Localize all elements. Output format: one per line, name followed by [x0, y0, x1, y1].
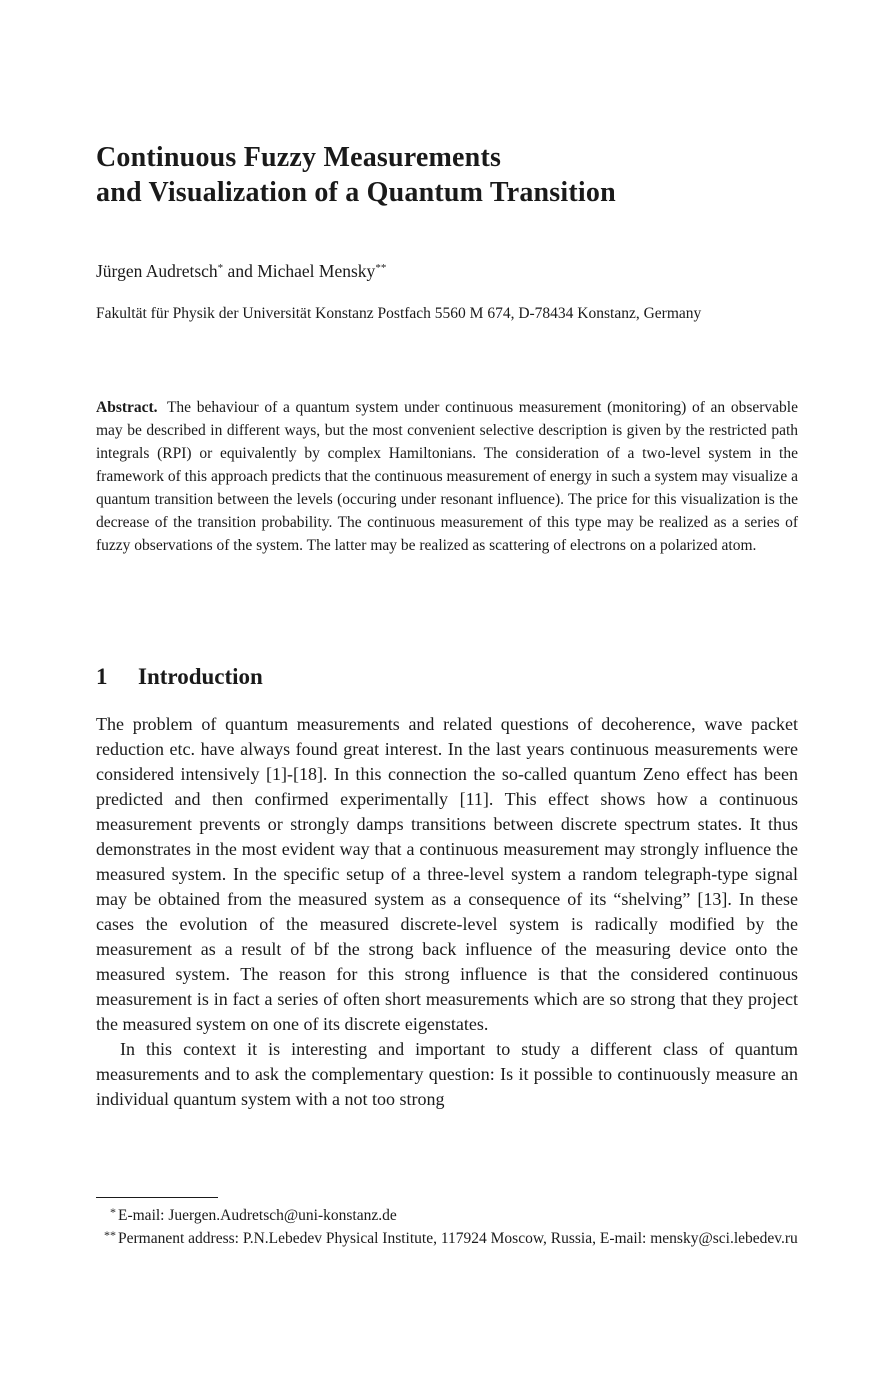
- footnote-rule: [96, 1197, 218, 1198]
- body-paragraph-1: The problem of quantum measurements and related questions of decoherence, wave packet reduction etc. have always found great interest. In the last years continuous measurements were considered intensively [1]-[18]. In this connection the so-called quantum Zeno effect has been predicted and then confirmed experimentally [11]. This effect shows how a continuous measurement prevents or strongly damps transitions between discrete spectrum states. It thus demonstrates in the most evident way that a continuous measurement may strongly influence the measured system. In the specific setup of a three-level system a random telegraph-type signal may be obtained from the measured system as a consequence of its “shelving” [13]. In these cases the evolution of the measured discrete-level system is radically modified by the measurement as a result of bf the strong back influence of the measuring device onto the measured system. The reason for this strong influence is that the considered continuous measurement is in fact a series of often short measurements which are so strong that they project the measured system on one of its discrete eigenstates.: [96, 714, 798, 1034]
- footnote-1-text: E-mail: Juergen.Audretsch@uni-konstanz.de: [118, 1207, 397, 1224]
- author-list: [96, 256, 798, 283]
- author-audretsch: Jürgen Audretsch: [96, 261, 218, 281]
- footnote-2-mark: **: [104, 1228, 116, 1242]
- title-line-2: and Visualization of a Quantum Transition: [96, 177, 616, 208]
- footnotes: [96, 1204, 798, 1250]
- author-connector: and: [223, 261, 258, 281]
- body-text: [96, 712, 798, 1112]
- affiliation: Fakultät für Physik der Universität Konstanz Postfach 5560 M 674, D-78434 Konstanz, Germany: [96, 305, 702, 322]
- title-line-1: Continuous Fuzzy Measurements: [96, 142, 502, 173]
- author-mark-1: *: [217, 262, 224, 274]
- footnote-1-mark: *: [110, 1205, 116, 1219]
- abstract-label: Abstract.: [96, 399, 158, 416]
- section-heading-introduction: [96, 662, 798, 692]
- paper-title: [96, 140, 798, 210]
- body-paragraph-2: In this context it is interesting and important to study a different class of quantum measurements and to ask the complementary question: Is it possible to continuously measure an individual quantum system with a not too strong: [96, 1039, 798, 1109]
- section-title: Introduction: [138, 664, 263, 689]
- abstract-text: The behaviour of a quantum system under continuous measurement (monitoring) of an observable may be described in different ways, but the most convenient selective description is given by the restricted path integrals (RPI) or equivalently by complex Hamiltonians. The consideration of a two-level system in the framework of this approach predicts that the continuous measurement of energy in such a system may visualize a quantum transition between the levels (occuring under resonant influence). The price for this visualization is the decrease of the transition probability. The continuous measurement of this type may be realized as a series of fuzzy observations of the system. The latter may be realized as scattering of electrons on a polarized atom.: [96, 399, 798, 554]
- footnote-1: [96, 1204, 798, 1227]
- abstract: [96, 396, 798, 557]
- footnote-2-text: Permanent address: P.N.Lebedev Physical Institute, 117924 Moscow, Russia, E-mail: mensky@sci.lebedev.ru: [118, 1230, 798, 1247]
- author-mark-2: **: [375, 262, 387, 274]
- footnote-2: [96, 1227, 798, 1250]
- author-mensky: Michael Mensky: [257, 261, 376, 281]
- section-number: 1: [96, 664, 108, 689]
